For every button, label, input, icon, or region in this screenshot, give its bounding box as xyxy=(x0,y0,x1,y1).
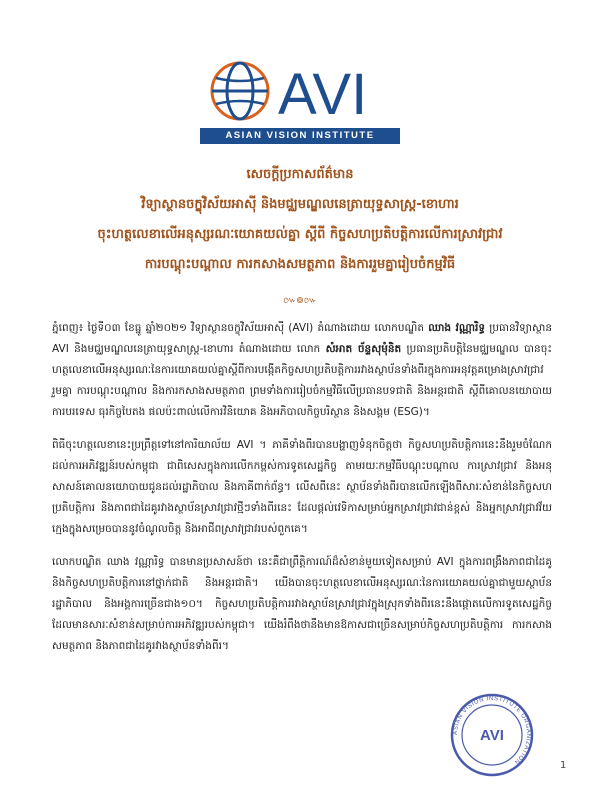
press-release-body xyxy=(52,318,552,669)
paragraph-3: លោកបណ្ឌិត ឈាង វណ្ណារិទ្ធ បានមានប្រសាសន៍ថា នេះគឺជាព្រឹត្តិការណ៍ដ៏សំខាន់មួយទៀតសម្រាប់ AVI ក្នុងការពង្រឹងភាពជាដៃគូ និងកិច្ចសហប្រតិបត្តិការនៅថ្នាក់ជាតិ និងអន្តរជាតិ។ យើងបានចុះហត្ថលេខាលើអនុស្សរណៈនៃការយោគយល់គ្នាជាមួយស្ថាប័នរដ្ឋាភិបាល និងអង្គការច្រើនជាង១០។ កិច្ចសហប្រតិបត្តិការរវាងស្ថាប័នស្រាវជ្រាវក្នុងស្រុកទាំងពីរនេះនឹងផ្តោតលើការទូតសេដ្ឋកិច្ច ដែលមានសារៈសំខាន់សម្រាប់ការអភិវឌ្ឍរបស់កម្ពុជា។ យើងរំពឹងថានឹងមានឱកាសជាច្រើនសម្រាប់កិច្ចសហប្រតិបត្តិការ ការកសាងសមត្ថភាព និងភាពជាដៃគូរវាងស្ថាប័នទាំងពីរ។ xyxy=(52,556,552,652)
logo-brand-text: AVI xyxy=(278,62,368,124)
p1-tail: ប្រធានប្រតិបត្តិនៃមជ្ឈមណ្ឌល បានចុះហត្ថលេខាលើអនុស្សរណៈនៃការយោគយល់គ្នាស្តីពីការបង្កើតកិច្ចសហប្រតិបត្តិការរវាងស្ថាប័នទាំងពីរក្នុងការអនុវត្តគម្រោងស្រាវជ្រាវរួមគ្នា ការបណ្តុះបណ្តាល និងការកសាងសមត្ថភាព ព្រមទាំងការរៀបចំកម្មវិធីលើប្រធានបទជាតិ និងអន្តរជាតិ ស្តីពីគោលនយោបាយការបរទេស ធុរកិច្ចបៃតង ផលប៉ះពាល់លើការវិនិយោគ និងអភិបាលកិច្ចបរិស្ថាន និងសង្គម (ESG)។ xyxy=(52,343,552,418)
p1-name-1: ឈាង វណ្ណារិទ្ធ xyxy=(428,322,486,334)
title-line-2: វិទ្យាស្ថានចក្ខុវិស័យអាស៊ី និងមជ្ឈមណ្ឌលនេត្រាយុទ្ធសាស្ត្រ-ខោហារ xyxy=(141,197,459,212)
seal-stamp-icon xyxy=(452,695,532,775)
paragraph-2: ពិធីចុះហត្ថលេខានេះប្រព្រឹត្តទៅនៅការិយាល័យ AVI ។ ភាគីទាំងពីរបានបង្ហាញទំនុកចិត្តថា កិច្ចសហប្រតិបត្តិការនេះនឹងរួមចំណែកដល់ការអភិវឌ្ឍន៍របស់កម្ពុជា ជាពិសេសក្នុងការលើកកម្ពស់ការទូតសេដ្ឋកិច្ច តាមរយៈកម្មវិធីបណ្តុះបណ្តាល ការស្រាវជ្រាវ និងអនុសាសន៍គោលនយោបាយជូនដល់រដ្ឋាភិបាល និងភាគីពាក់ព័ន្ធ។ លើសពីនេះ ស្ថាប័នទាំងពីរបានលើកឡើងពីសារៈសំខាន់នៃកិច្ចសហប្រតិបត្តិការ និងភាពជាដៃគូរវាងស្ថាប័នស្រាវជ្រាវថ្មីៗទាំងពីរនេះ ដែលផ្តល់វេទិកាសម្រាប់អ្នកស្រាវជ្រាវជាន់ខ្ពស់ និងអ្នកស្រាវជ្រាវវ័យក្មេងក្នុងសម្រេចបាននូវចំណូលចិត្ត និងអាជីពស្រាវជ្រាវរបស់ពួកគេ។ xyxy=(52,439,552,535)
title-ornament: ៚៙៚ xyxy=(283,296,317,306)
page-number: 1 xyxy=(560,760,567,771)
p1-name-2: សំអាត ច័ន្ទសុមុំនិត xyxy=(325,343,402,355)
p1-lead: ភ្នំពេញ៖ ថ្ងៃទី០៣ ខែធ្នូ ឆ្នាំ២០២១ វិទ្យាស្ថានចក្ខុវិស័យអាស៊ី (AVI) តំណាងដោយ លោកបណ្ឌិត xyxy=(52,322,429,334)
logo-tagline: ASIAN VISION INSTITUTE xyxy=(200,128,400,144)
title-line-4: ការបណ្តុះបណ្តាល ការកសាងសមត្ថភាព និងការរួមគ្នារៀបចំកម្មវិធី xyxy=(144,257,456,272)
seal-center-text: AVI xyxy=(480,727,504,744)
globe-icon xyxy=(212,63,268,119)
p1-mid: ប្រធានវិទ្យាស្ថាន AVI និងមជ្ឈមណ្ឌលនេត្រាយុទ្ធសាស្ត្រ-ខោហារ តំណាងដោយ លោក xyxy=(52,322,552,355)
seal-ring-text: ASIAN VISION INSTITUTE ORGANIZATION xyxy=(452,695,532,766)
press-release-title xyxy=(10,160,590,280)
avi-logo xyxy=(0,58,600,148)
paragraph-1 xyxy=(52,318,552,423)
organization-seal xyxy=(430,690,550,780)
title-line-3: ចុះហត្ថលេខាលើអនុស្សរណៈយោគយល់គ្នា ស្តីពី កិច្ចសហប្រតិបត្តិការលើការស្រាវជ្រាវ xyxy=(97,227,503,242)
avi-logo-mark xyxy=(200,58,400,124)
title-line-1: សេចក្តីប្រកាសព័ត៌មាន xyxy=(246,167,354,182)
